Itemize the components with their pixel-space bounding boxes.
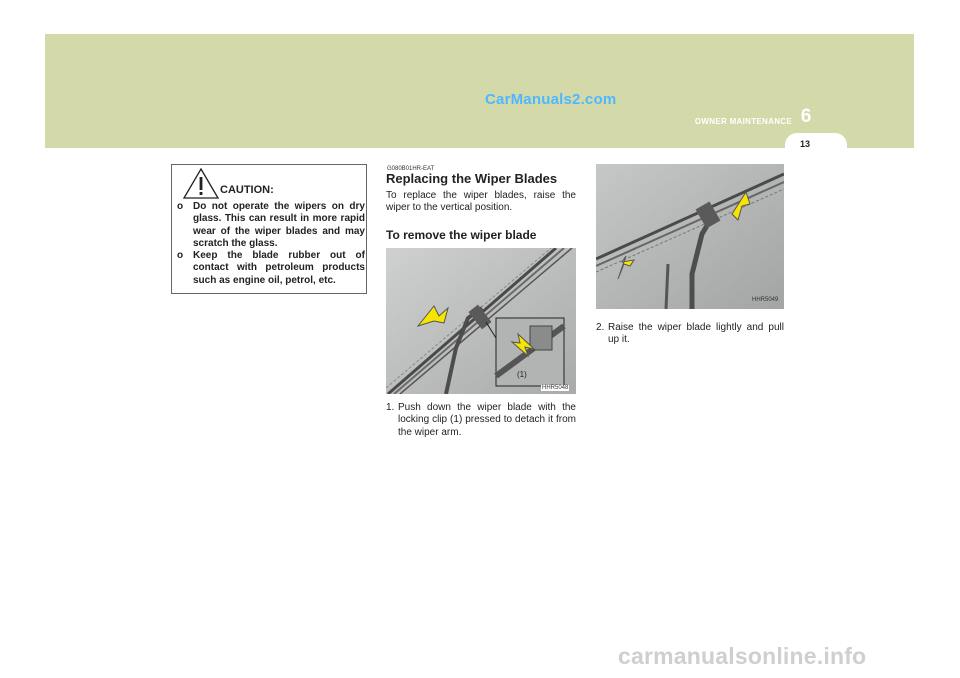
- caution-item-text: Keep the blade rubber out of contact with petroleum products such as engine oil, petrol, etc.: [193, 250, 365, 286]
- page-header: [45, 34, 914, 148]
- figure-code: HHR5048: [542, 385, 569, 391]
- step-number: 1.: [386, 402, 395, 413]
- caution-bullet: o: [177, 250, 184, 262]
- caution-item: [177, 201, 365, 250]
- page-number: 13: [799, 139, 810, 149]
- caution-title: CAUTION:: [220, 184, 274, 196]
- wiper-remove-illustration: [386, 248, 576, 394]
- chapter-number: 6: [800, 106, 812, 127]
- wiper-raise-illustration: [596, 164, 784, 309]
- article-subtitle: To remove the wiper blade: [386, 228, 537, 242]
- step-2: [596, 322, 784, 347]
- article-intro: To replace the wiper blades, raise the wiper to the vertical position.: [386, 190, 576, 214]
- caution-list: [177, 201, 365, 287]
- caution-bullet: o: [177, 201, 184, 212]
- step-text: Push down the wiper blade with the locking clip (1) pressed to detach it from the wiper arm.: [398, 402, 576, 438]
- caution-box: [171, 164, 367, 294]
- section-name: OWNER MAINTENANCE: [694, 117, 792, 126]
- step-number: 2.: [596, 322, 605, 333]
- top-watermark[interactable]: CarManuals2.com: [485, 91, 617, 108]
- step-1: [386, 402, 576, 439]
- bottom-watermark[interactable]: carmanualsonline.info: [618, 643, 867, 669]
- caution-item: [177, 250, 365, 287]
- step-text: Raise the wiper blade lightly and pull up it.: [608, 322, 784, 346]
- figure-code: HHR5049: [752, 297, 779, 303]
- warning-triangle-icon: [183, 168, 219, 199]
- caution-item-text: Do not operate the wipers on dry glass. This can result in more rapid wear of the wiper blades and may scratch the glass.: [193, 201, 365, 249]
- article-code: G080B01HR-EAT: [387, 166, 435, 172]
- article-title: Replacing the Wiper Blades: [386, 171, 558, 186]
- callout-label: (1): [517, 370, 527, 379]
